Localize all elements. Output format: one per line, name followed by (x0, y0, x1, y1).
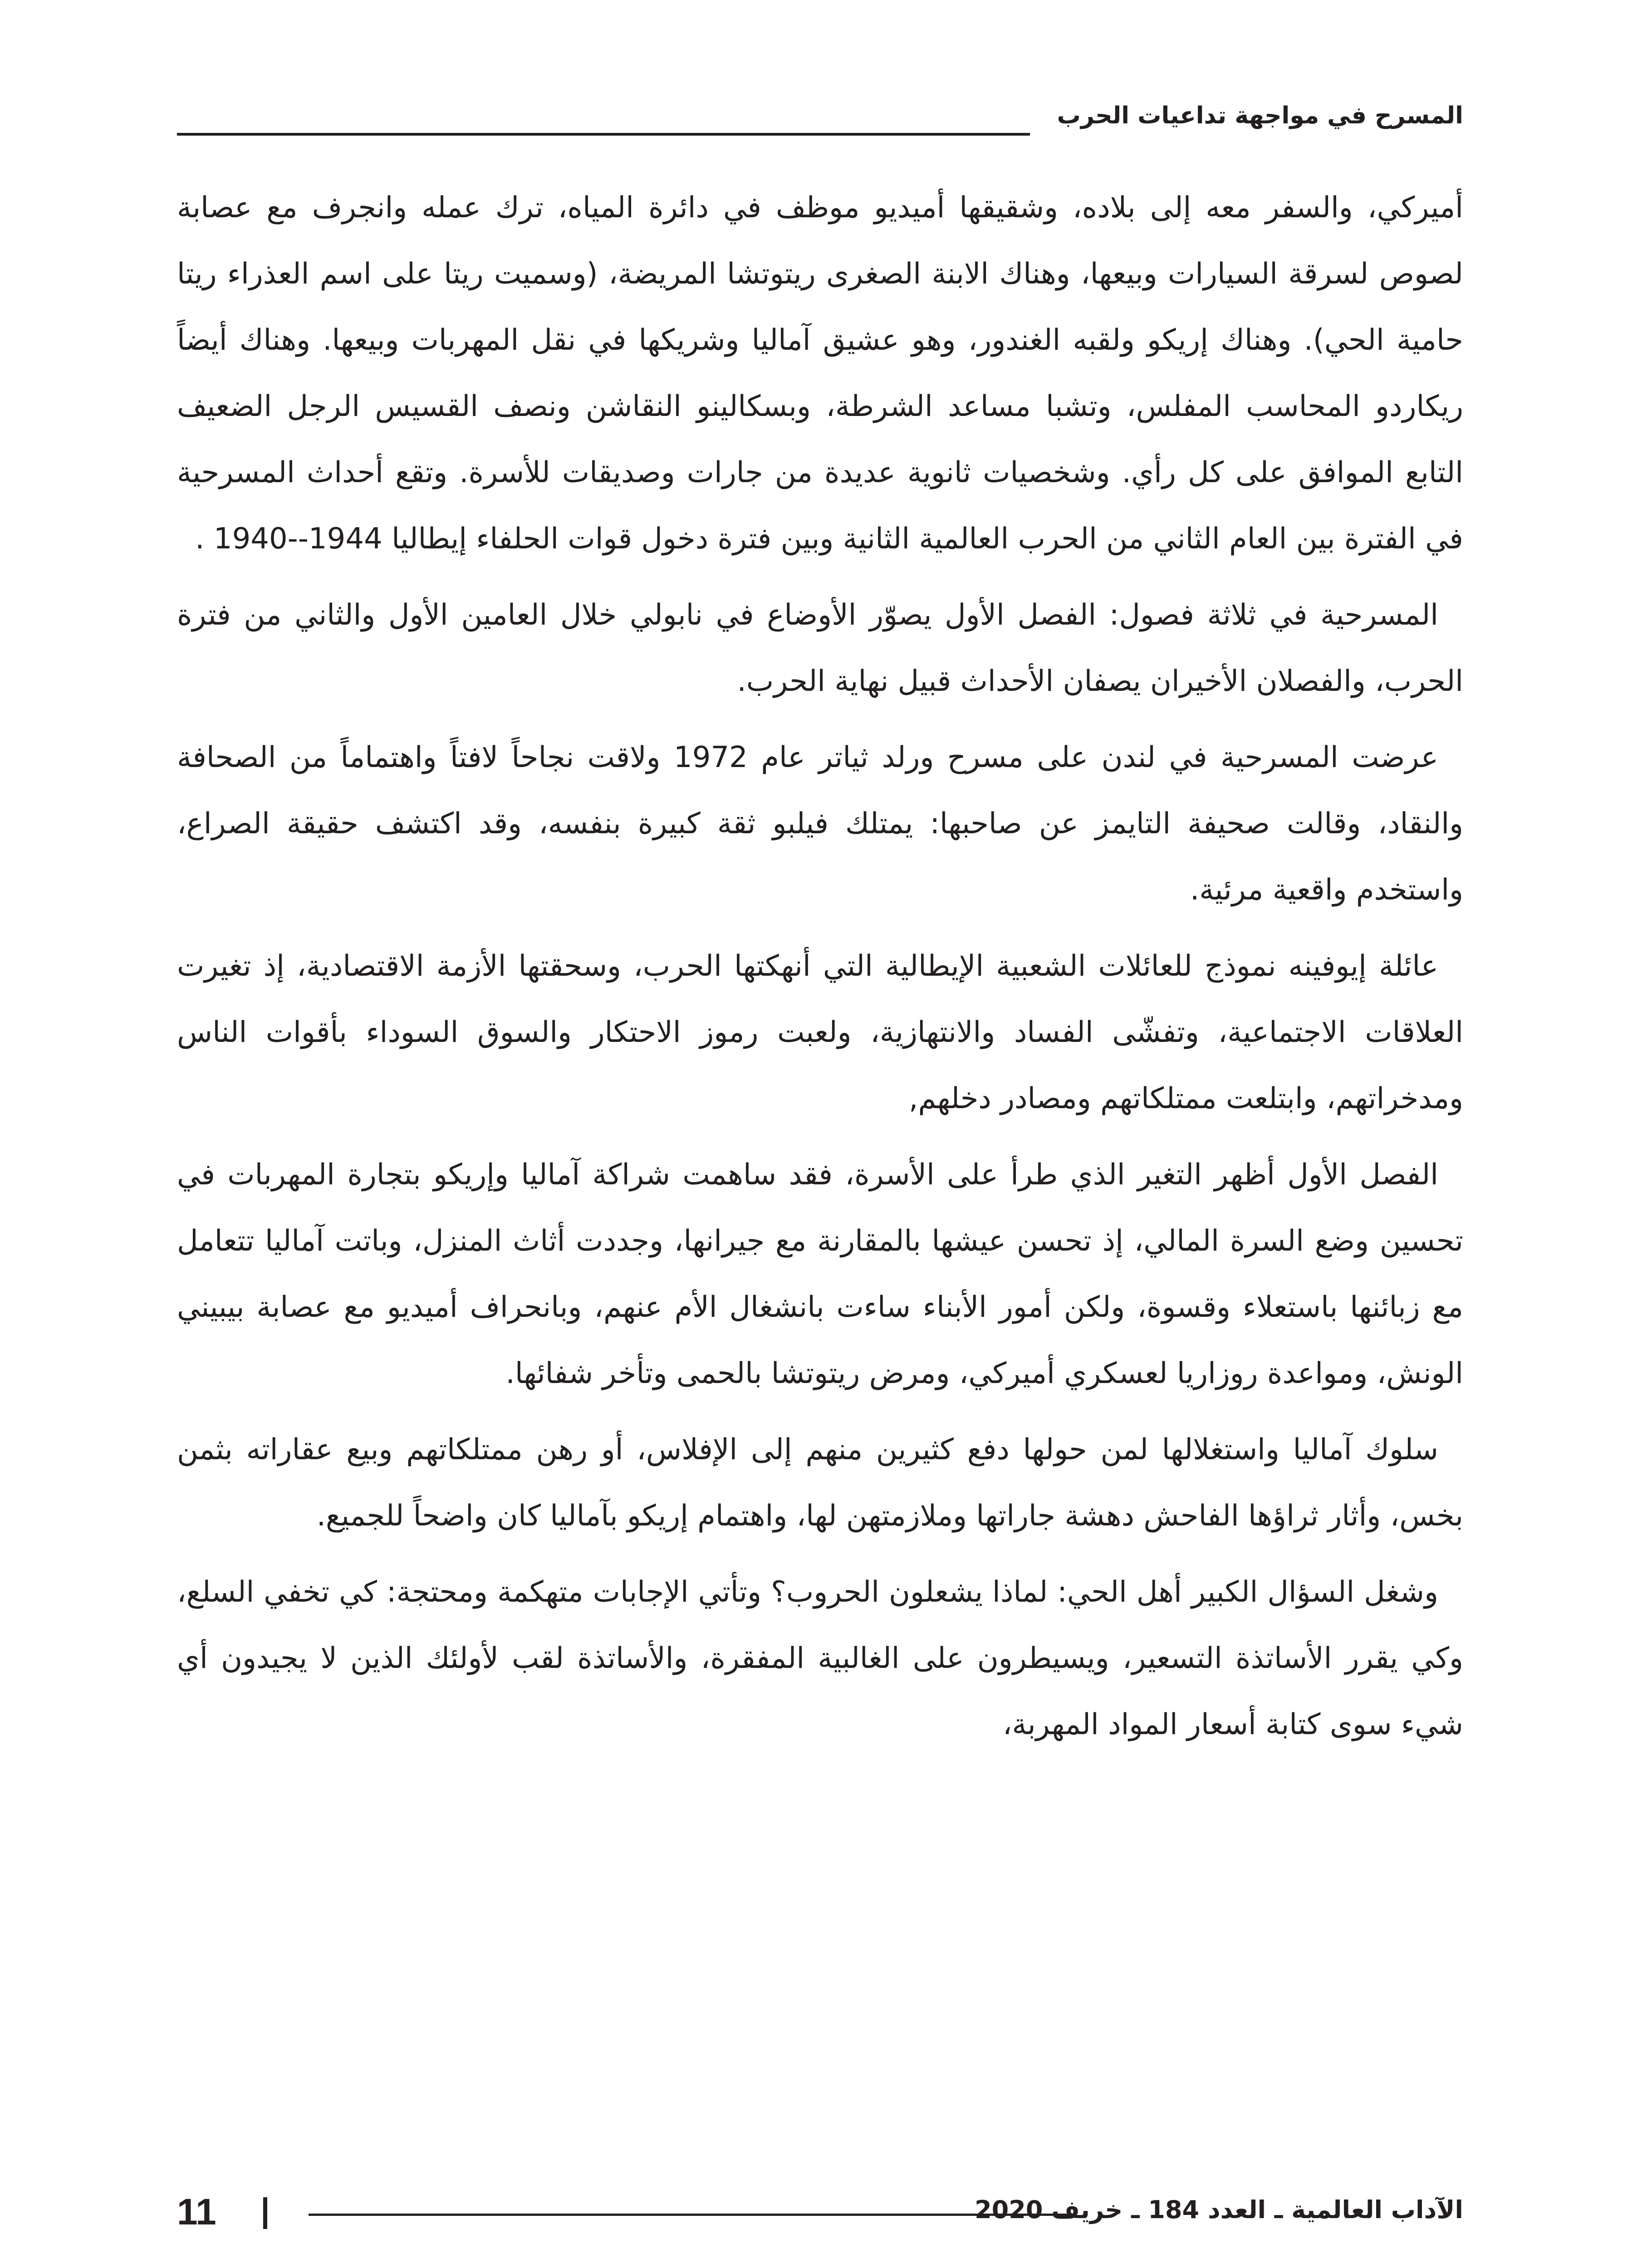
paragraph: عرضت المسرحية في لندن على مسرح ورلد ثياتر عام 1972 ولاقت نجاحاً لافتاً واهتماماً من الصحافة والنقاد، وقالت صحيفة التايمز عن صاحبها: يمتلك فيلبو ثقة كبيرة بنفسه، وقد اكتشف حقيقة الصراع، واستخدم واقعية مرئية. (177, 741, 1463, 907)
journal-info: الآداب العالمية ـ العدد 184 ـ خريف 2020 (975, 2195, 1463, 2224)
paragraph: عائلة إيوفينه نموذج للعائلات الشعبية الإيطالية التي أنهكتها الحرب، وسحقتها الأزمة الاقتصادية، إذ تغيرت العلاقات الاجتماعية، وتفشّى الفساد والانتهازية، ولعبت رموز الاحتكار والسوق السوداء بأقوات الناس ومدخراتهم، وابتلعت ممتلكاتهم ومصادر دخلهم, (177, 949, 1463, 1115)
page-header (177, 98, 1463, 147)
paragraph: سلوك آماليا واستغلالها لمن حولها دفع كثيرين منهم إلى الإفلاس، أو رهن ممتلكاتهم وبيع عقاراته بثمن بخس، وأثار ثراؤها الفاحش دهشة جاراتها وملازمتهن لها، واهتمام إريكو بآماليا كان واضحاً للجميع. (177, 1433, 1463, 1533)
running-title: المسرح في مواجهة تداعيات الحرب (1057, 102, 1463, 129)
page-footer (177, 2191, 1463, 2241)
paragraph: أميركي، والسفر معه إلى بلاده، وشقيقها أميديو موظف في دائرة المياه، ترك عمله وانجرف مع عصابة لصوص لسرقة السيارات وبيعها، وهناك الابنة الصغرى ريتوتشا المريضة، (وسميت ريتا على اسم العذراء ريتا حامية الحي). وهناك إريكو ولقبه الغندور، وهو عشيق آماليا وشريكها في نقل المهربات وبيعها. وهناك أيضاً ريكاردو المحاسب المفلس، وتشبا مساعد الشرطة، وبسكالينو النقاشن ونصف القسيس الرجل الضعيف التابع الموافق على كل رأي. وشخصيات ثانوية عديدة من جارات وصديقات للأسرة. وتقع أحداث المسرحية في الفترة بين العام الثاني من الحرب العالمية الثانية وبين فترة دخول قوات الحلفاء إيطاليا 1944--1940 . (177, 191, 1463, 556)
paragraph: الفصل الأول أظهر التغير الذي طرأ على الأسرة، فقد ساهمت شراكة آماليا وإريكو بتجارة المهربات في تحسين وضع السرة المالي، إذ تحسن عيشها بالمقارنة مع جيرانها، وجددت أثاث المنزل، وباتت آماليا تتعامل مع زبائنها باستعلاء وقسوة، ولكن أمور الأبناء ساءت بانشغال الأم عنهم، وبانحراف أميديو مع عصابة بيبيني الونش، ومواعدة روزاريا لعسكري أميركي، ومرض ريتوتشا بالحمى وتأخر شفائها. (177, 1158, 1463, 1390)
header-rule (177, 133, 1030, 136)
article-body (177, 175, 1463, 1768)
page-number: 11 (177, 2191, 216, 2233)
paragraph: وشغل السؤال الكبير أهل الحي: لماذا يشعلون الحروب؟ وتأتي الإجابات متهكمة ومحتجة: كي تخفي السلع، وكي يقرر الأساتذة التسعير، ويسيطرون على الغالبية المفقرة، والأساتذة لقب لأولئك الذين لا يجيدون أي شيء سوى كتابة أسعار المواد المهربة، (177, 1575, 1463, 1741)
paragraph: المسرحية في ثلاثة فصول: الفصل الأول يصوّر الأوضاع في نابولي خلال العامين الأول والثاني من فترة الحرب، والفصلان الأخيران يصفان الأحداث قبيل نهاية الحرب. (177, 598, 1463, 698)
footer-rule (309, 2214, 1071, 2216)
footer-separator-bar (263, 2197, 267, 2229)
